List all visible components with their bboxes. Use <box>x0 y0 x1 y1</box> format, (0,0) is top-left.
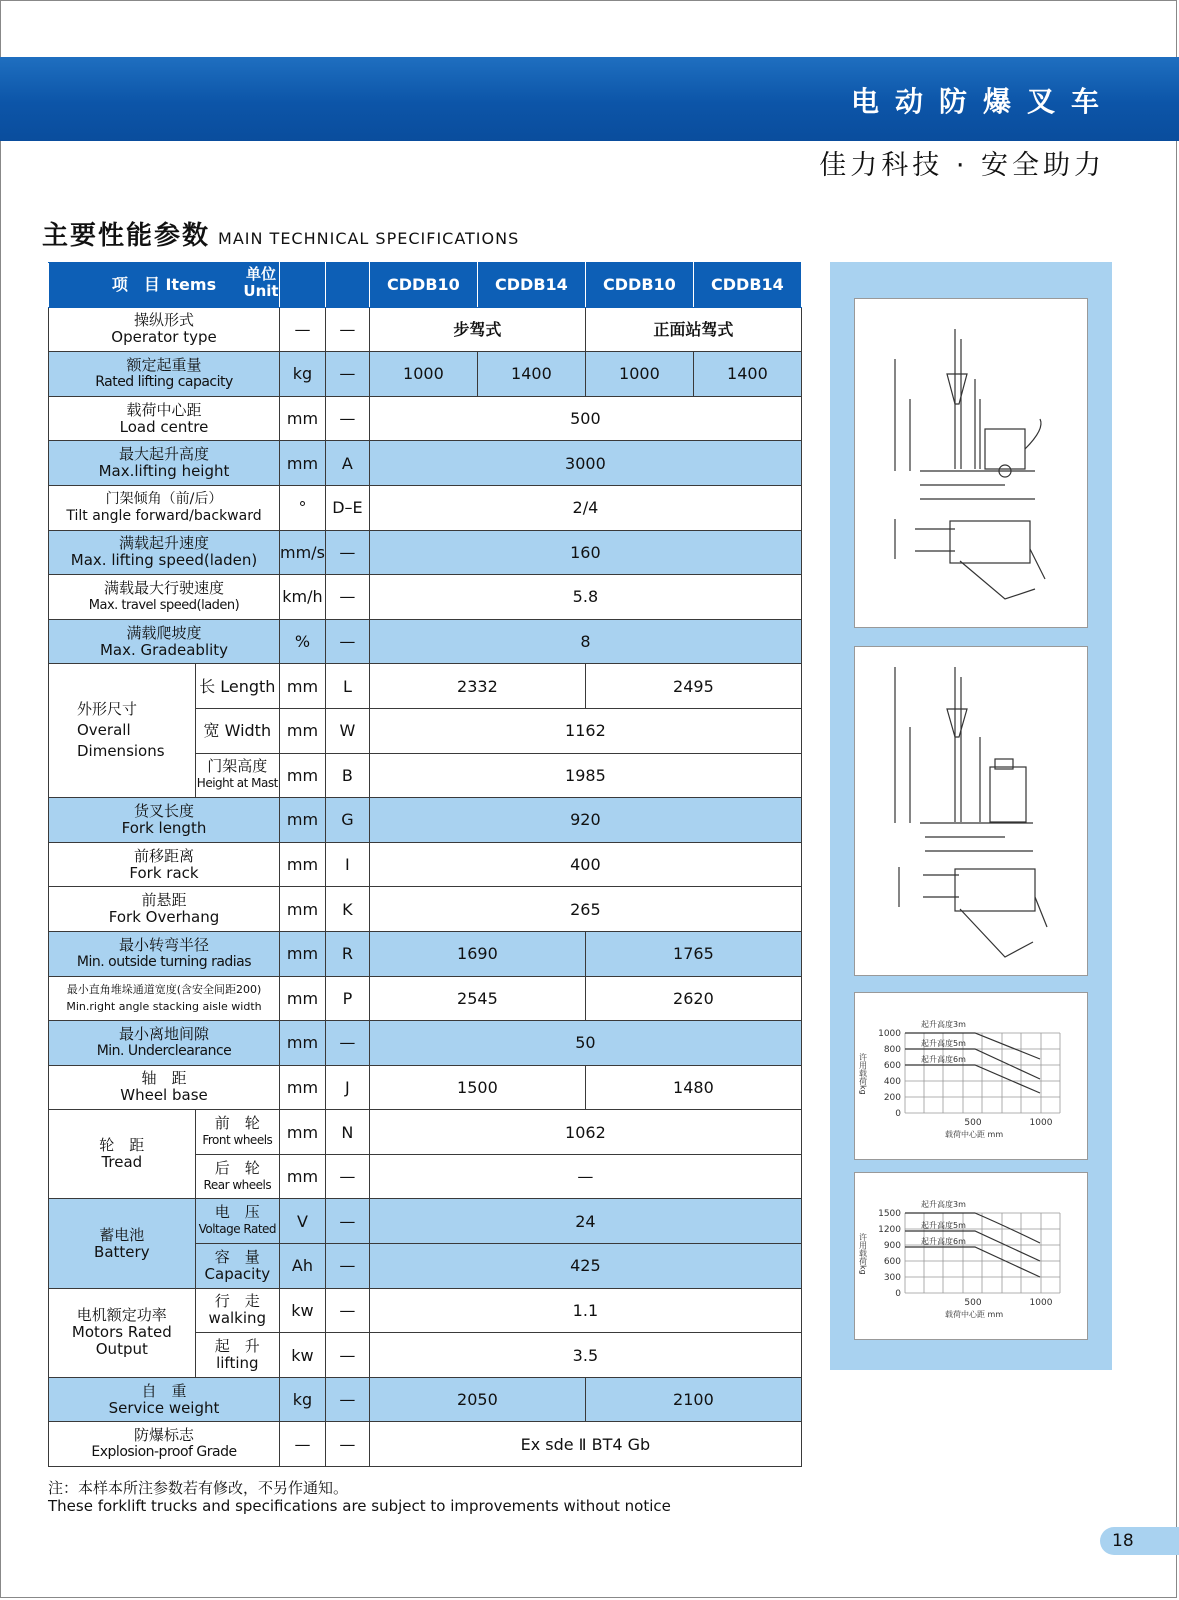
code: — <box>325 1199 369 1244</box>
label-en: Max. travel speed(laden) <box>88 597 240 613</box>
unit: — <box>280 1422 326 1467</box>
chart1-ytick: 800 <box>883 1045 901 1055</box>
row-gradeability <box>49 619 802 664</box>
group-tread <box>49 1110 196 1199</box>
label-en: lifting <box>216 1354 259 1373</box>
label-en: Max. lifting speed(laden) <box>70 551 258 570</box>
row-fork-length <box>49 798 802 843</box>
header-code <box>325 263 369 308</box>
label-en: Fork length <box>121 818 207 837</box>
row-underclearance <box>49 1021 802 1066</box>
code: W <box>325 708 369 753</box>
code: G <box>325 798 369 843</box>
value: — <box>369 1154 801 1199</box>
code: — <box>325 1333 369 1378</box>
value: 5.8 <box>369 575 801 620</box>
table-header-row <box>49 263 802 308</box>
value: 500 <box>369 396 801 441</box>
code: — <box>325 1021 369 1066</box>
row-service-weight <box>49 1377 802 1422</box>
value: 2620 <box>585 976 801 1021</box>
row-turning-radius <box>49 931 802 976</box>
chart2-curve-label: 起升高度5m <box>921 1221 966 1230</box>
load-chart-1 <box>854 992 1088 1160</box>
label-cn: 满载最大行驶速度 <box>103 578 224 597</box>
label-cn: 满载起升速度 <box>118 534 209 553</box>
value: 1000 <box>369 352 477 397</box>
code: — <box>325 1377 369 1422</box>
row-walking-motor <box>49 1288 802 1333</box>
chart1-xlabel: 载荷中心距 mm <box>945 1130 1004 1139</box>
group-motors <box>49 1288 196 1377</box>
label-cn: 行 走 <box>214 1292 260 1311</box>
chart1-curve-label: 起升高度6m <box>921 1055 966 1064</box>
value: 400 <box>369 842 801 887</box>
code: L <box>325 664 369 709</box>
chart2-curve-label: 起升高度3m <box>921 1200 966 1209</box>
label-cn: 电 压 <box>214 1203 260 1222</box>
label-cn: 最小离地间隙 <box>118 1024 209 1043</box>
header-unit-label <box>226 266 296 300</box>
chart2-ytick: 0 <box>895 1289 901 1299</box>
code: D–E <box>325 485 369 530</box>
code: — <box>325 619 369 664</box>
label-cn: 蓄电池 <box>99 1225 145 1244</box>
label-en: Tread <box>101 1153 143 1172</box>
code: — <box>325 1288 369 1333</box>
label-en: Output <box>95 1340 148 1359</box>
unit: mm <box>280 1110 326 1155</box>
unit: mm <box>280 842 326 887</box>
forklift-standon-drawing-icon <box>855 647 1087 975</box>
value: 1985 <box>369 753 801 798</box>
unit: mm <box>280 1021 326 1066</box>
label-cn: 后 轮 <box>214 1158 260 1177</box>
chart1-ylabel: 许用载荷kg <box>858 1053 868 1095</box>
unit: mm <box>280 887 326 932</box>
header-unit-en: Unit <box>243 282 279 300</box>
value: 160 <box>369 530 801 575</box>
unit: kw <box>280 1333 326 1378</box>
chart2-curve-label: 起升高度6m <box>921 1237 966 1246</box>
value: 3000 <box>369 441 801 486</box>
label-en: Max.lifting height <box>98 462 230 481</box>
value: 2050 <box>369 1377 585 1422</box>
unit: km/h <box>280 575 326 620</box>
label-cn: 最小转弯半径 <box>118 935 209 954</box>
label-cn: 门架高度 <box>207 757 268 776</box>
section-title <box>42 215 519 252</box>
label-cn: 操纵形式 <box>133 311 194 330</box>
unit: kg <box>280 352 326 397</box>
unit: Ah <box>280 1244 326 1289</box>
row-fork-rack <box>49 842 802 887</box>
page-number: 18 <box>1100 1527 1179 1555</box>
label-cn: 电机额定功率 <box>76 1306 167 1325</box>
value: 50 <box>369 1021 801 1066</box>
row-fork-overhang <box>49 887 802 932</box>
footnote-en: These forklift trucks and specifications are subject to improvements without notice <box>48 1497 671 1515</box>
header-model-1: CDDB10 <box>369 263 477 308</box>
label-en: Rated lifting capacity <box>95 373 233 390</box>
row-load-centre <box>49 396 802 441</box>
chart1-ytick: 1000 <box>878 1029 901 1039</box>
label-cn: 前移距离 <box>133 846 194 865</box>
value: 1.1 <box>369 1288 801 1333</box>
label-en: Rear wheels <box>203 1177 272 1192</box>
label-en: Capacity <box>204 1264 271 1283</box>
value: 1062 <box>369 1110 801 1155</box>
unit: mm <box>280 1065 326 1110</box>
unit: mm <box>280 441 326 486</box>
unit: mm <box>280 976 326 1021</box>
code: — <box>325 307 369 352</box>
header-slogan: 佳力科技 · 安全助力 <box>819 150 1105 181</box>
label-cn: 自 重 <box>141 1381 187 1400</box>
label-en: Explosion-proof Grade <box>91 1444 237 1461</box>
code: R <box>325 931 369 976</box>
label-en: Max. Gradeablity <box>99 640 229 659</box>
label-cn: 货叉长度 <box>133 801 194 820</box>
code: — <box>325 1422 369 1467</box>
code: — <box>325 396 369 441</box>
group-overall-dimensions <box>49 664 196 798</box>
label-en: walking <box>208 1309 267 1328</box>
code: P <box>325 976 369 1021</box>
label-cn: 起 升 <box>214 1337 260 1356</box>
label-en: Height at Mast <box>196 776 278 791</box>
unit: mm <box>280 396 326 441</box>
label-cn: 最大起升高度 <box>118 445 209 464</box>
load-chart-1-svg <box>855 993 1087 1159</box>
value: 2495 <box>585 664 801 709</box>
value: 3.5 <box>369 1333 801 1378</box>
label-en: Min. outside turning radias <box>76 953 252 970</box>
chart1-ytick: 0 <box>895 1109 901 1119</box>
row-explosion-grade <box>49 1422 802 1467</box>
label: 长 Length <box>195 664 279 709</box>
label-cn: 轮 距 <box>99 1136 145 1155</box>
chart2-xtick: 500 <box>964 1298 982 1308</box>
label-en: Battery <box>94 1242 150 1261</box>
label-cn: 满载爬坡度 <box>126 623 202 642</box>
section-title-en: MAIN TECHNICAL SPECIFICATIONS <box>218 229 520 248</box>
code: A <box>325 441 369 486</box>
label-en: Dimensions <box>77 742 165 761</box>
unit: ° <box>280 485 326 530</box>
row-length <box>49 664 802 709</box>
value: 正面站驾式 <box>585 307 801 352</box>
value: 1000 <box>585 352 693 397</box>
unit: V <box>280 1199 326 1244</box>
unit: mm <box>280 753 326 798</box>
unit: mm <box>280 931 326 976</box>
row-lifting-speed <box>49 530 802 575</box>
label-cn: 载荷中心距 <box>126 400 202 419</box>
label-en: Fork Overhang <box>108 908 220 927</box>
chart1-ytick: 400 <box>883 1077 901 1087</box>
unit: kw <box>280 1288 326 1333</box>
value: 8 <box>369 619 801 664</box>
value: 265 <box>369 887 801 932</box>
row-rated-capacity <box>49 352 802 397</box>
chart1-curve-label: 起升高度5m <box>921 1039 966 1048</box>
label-en: Service weight <box>108 1398 220 1417</box>
row-tilt-angle <box>49 485 802 530</box>
value: 24 <box>369 1199 801 1244</box>
value: 1400 <box>693 352 801 397</box>
label-en: Operator type <box>111 328 217 347</box>
header-items: 项 目 Items <box>49 263 280 308</box>
label-cn: 前悬距 <box>141 891 187 910</box>
value: 1690 <box>369 931 585 976</box>
value: 步驾式 <box>369 307 585 352</box>
code: — <box>325 530 369 575</box>
label-en: Overall <box>77 721 131 740</box>
value: 2/4 <box>369 485 801 530</box>
value: 1400 <box>477 352 585 397</box>
group-battery <box>49 1199 196 1288</box>
chart2-ytick: 300 <box>883 1273 901 1283</box>
chart2-xlabel: 载荷中心距 mm <box>945 1310 1004 1319</box>
label-en: Front wheels <box>202 1133 273 1148</box>
header-model-4: CDDB14 <box>693 263 801 308</box>
label-en: Motors Rated <box>71 1323 172 1342</box>
code: — <box>325 352 369 397</box>
label-cn: 外形尺寸 <box>77 700 138 719</box>
row-travel-speed <box>49 575 802 620</box>
row-wheel-base <box>49 1065 802 1110</box>
value: 1480 <box>585 1065 801 1110</box>
label-en: Tilt angle forward/backward <box>66 507 262 524</box>
header-title: 电动防爆叉车 <box>850 85 1115 118</box>
side-view-drawing-2 <box>854 646 1088 976</box>
label-cn: 前 轮 <box>214 1114 260 1133</box>
row-aisle-width <box>49 976 802 1021</box>
unit: % <box>280 619 326 664</box>
section-title-cn: 主要性能参数 <box>42 221 211 251</box>
unit: mm <box>280 798 326 843</box>
label-en: Min. Underclearance <box>96 1042 232 1059</box>
value: 2545 <box>369 976 585 1021</box>
value: 2332 <box>369 664 585 709</box>
value: 2100 <box>585 1377 801 1422</box>
label-cn: 容 量 <box>214 1247 260 1266</box>
value: 920 <box>369 798 801 843</box>
row-front-wheels <box>49 1110 802 1155</box>
unit: mm <box>280 1154 326 1199</box>
code: K <box>325 887 369 932</box>
label-cn: 门架倾角（前/后） <box>105 490 223 507</box>
label-cn: 轴 距 <box>141 1069 187 1088</box>
chart1-ytick: 200 <box>883 1093 901 1103</box>
drawings-panel <box>830 262 1112 1370</box>
code: B <box>325 753 369 798</box>
chart2-ytick: 600 <box>883 1257 901 1267</box>
value: 1765 <box>585 931 801 976</box>
label-cn: 最小直角堆垛通道宽度(含安全间距200) <box>66 983 262 997</box>
label-en: Load centre <box>119 417 209 436</box>
label: 宽 Width <box>195 708 279 753</box>
chart1-xtick: 1000 <box>1029 1118 1053 1128</box>
value: Ex sde Ⅱ BT4 Gb <box>369 1422 801 1467</box>
spec-table <box>48 262 802 1467</box>
chart2-ytick: 1200 <box>878 1225 901 1235</box>
value: 1162 <box>369 708 801 753</box>
unit: mm/s <box>280 530 326 575</box>
header-unit-cn: 单位 <box>245 265 276 283</box>
code: I <box>325 842 369 887</box>
chart2-xtick: 1000 <box>1029 1298 1053 1308</box>
label-cn: 额定起重量 <box>126 355 202 374</box>
value: 425 <box>369 1244 801 1289</box>
header-model-3: CDDB10 <box>585 263 693 308</box>
chart1-ytick: 600 <box>883 1061 901 1071</box>
unit: kg <box>280 1377 326 1422</box>
footnote-cn: 注：本样本所注参数若有修改，不另作通知。 <box>48 1479 349 1497</box>
label-en: Fork rack <box>129 863 199 882</box>
chart2-ytick: 1500 <box>878 1209 901 1219</box>
chart1-xtick: 500 <box>964 1118 982 1128</box>
unit: mm <box>280 664 326 709</box>
value: 1500 <box>369 1065 585 1110</box>
row-voltage <box>49 1199 802 1244</box>
unit: mm <box>280 708 326 753</box>
code: — <box>325 575 369 620</box>
label-en: Min.right angle stacking aisle width <box>66 1000 262 1014</box>
code: — <box>325 1244 369 1289</box>
code: N <box>325 1110 369 1155</box>
label-en: Wheel base <box>120 1086 208 1105</box>
unit: — <box>280 307 326 352</box>
footnote <box>48 1479 671 1515</box>
chart1-curve-label: 起升高度3m <box>921 1020 966 1029</box>
chart2-ylabel: 许用载荷kg <box>858 1233 868 1275</box>
label-cn: 防爆标志 <box>133 1426 194 1445</box>
code: — <box>325 1154 369 1199</box>
header-model-2: CDDB14 <box>477 263 585 308</box>
chart2-ytick: 900 <box>883 1241 901 1251</box>
load-chart-2 <box>854 1172 1088 1340</box>
code: J <box>325 1065 369 1110</box>
load-chart-2-svg <box>855 1173 1087 1339</box>
label-en: Voltage Rated <box>198 1222 277 1237</box>
forklift-walkie-drawing-icon <box>855 299 1087 627</box>
side-view-drawing-1 <box>854 298 1088 628</box>
row-max-lifting-height <box>49 441 802 486</box>
row-operator <box>49 307 802 352</box>
